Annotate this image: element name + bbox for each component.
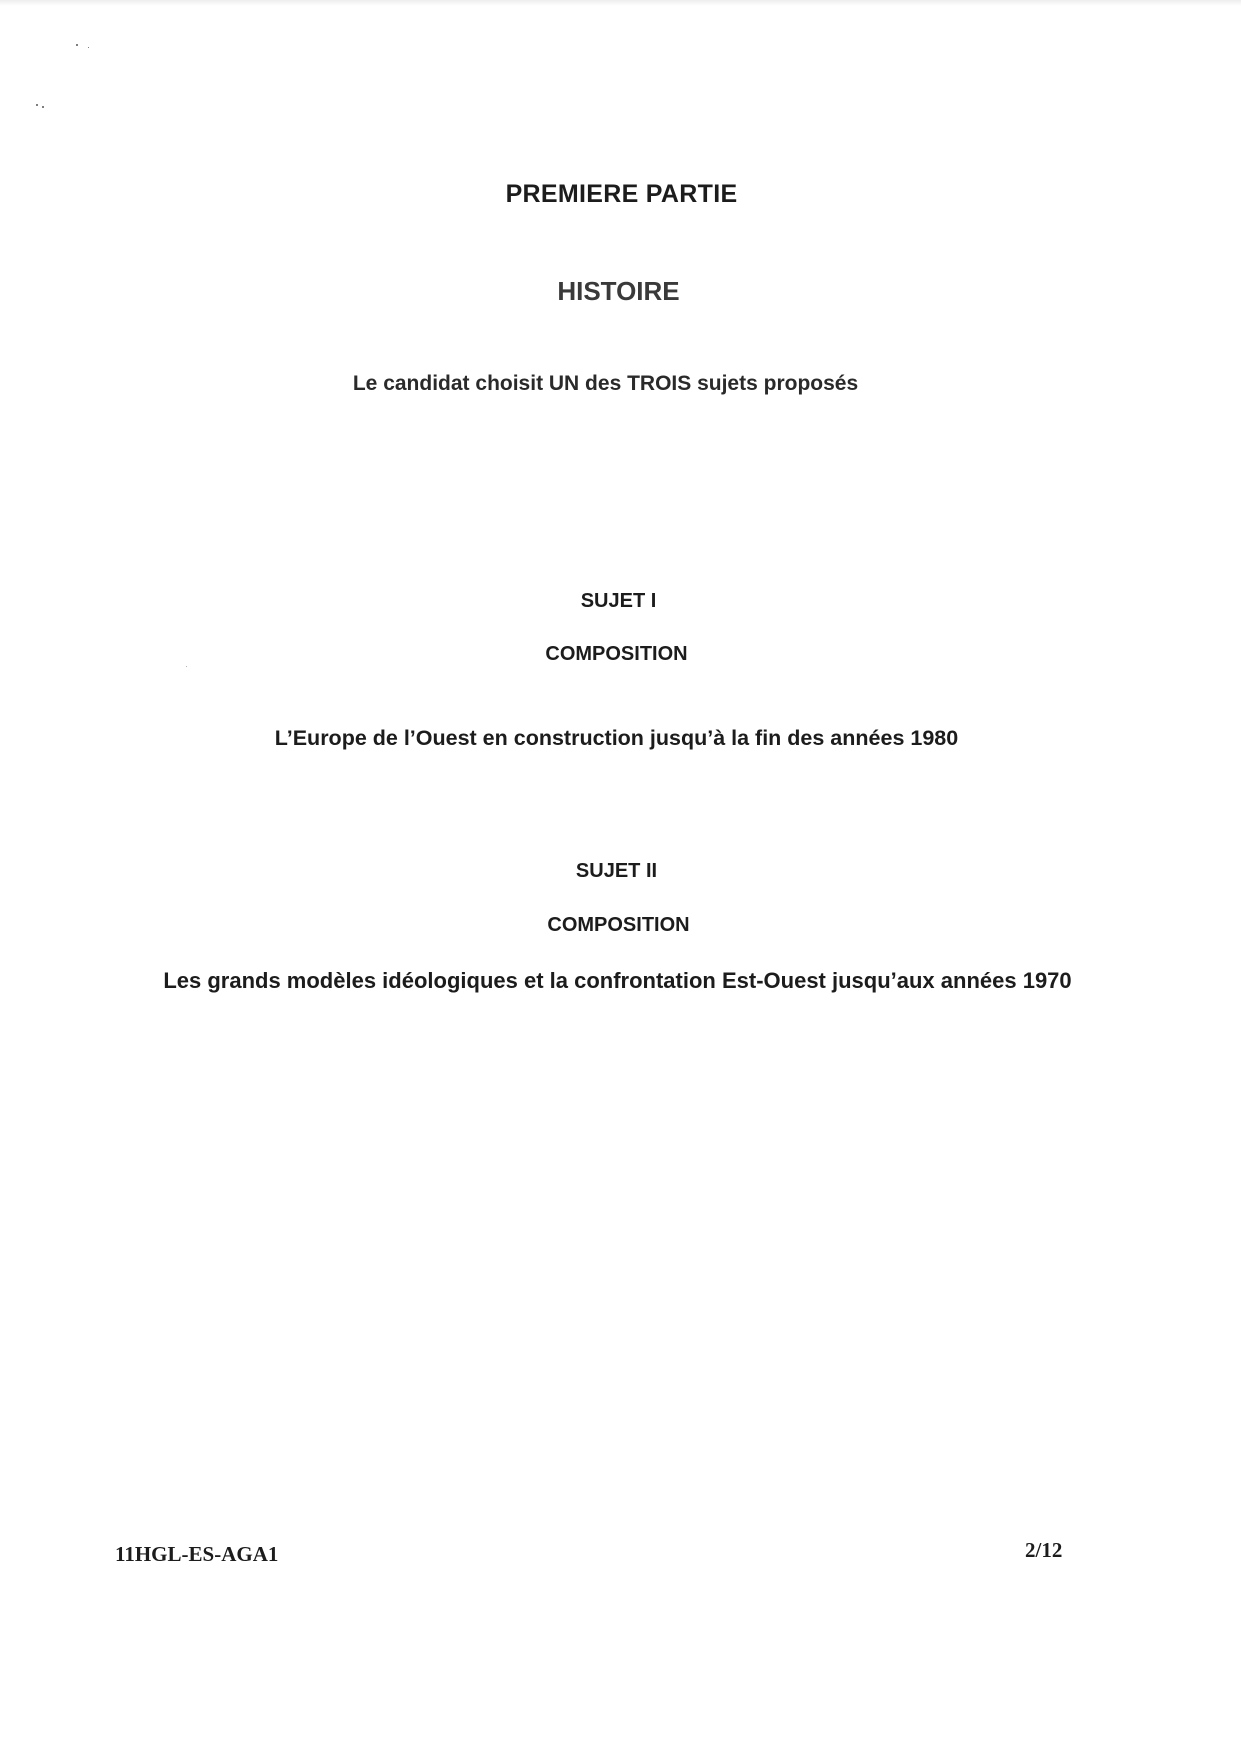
subject-2-type: COMPOSITION bbox=[547, 914, 690, 936]
scan-speck bbox=[42, 106, 44, 108]
part-heading: PREMIERE PARTIE bbox=[505, 180, 738, 208]
subject-heading: HISTOIRE bbox=[557, 276, 680, 306]
scan-speck bbox=[36, 104, 38, 106]
subject-2-title: Les grands modèles idéologiques et la confrontation Est-Ouest jusqu’aux années 1970 bbox=[163, 968, 1072, 993]
instruction-text: Le candidat choisit UN des TROIS sujets proposés bbox=[352, 372, 859, 395]
page-number: 2/12 bbox=[1025, 1538, 1063, 1562]
subject-1-title: L’Europe de l’Ouest en construction jusqu’à la fin des années 1980 bbox=[274, 726, 959, 750]
scan-speck bbox=[76, 44, 78, 46]
exam-code: 11HGL-ES-AGA1 bbox=[115, 1542, 279, 1566]
subject-1-label: SUJET I bbox=[580, 590, 657, 612]
scan-edge-shadow bbox=[0, 0, 1241, 6]
subject-2-label: SUJET II bbox=[575, 860, 658, 882]
subject-1-type: COMPOSITION bbox=[545, 643, 688, 665]
scan-speck bbox=[186, 666, 187, 667]
scan-speck bbox=[88, 47, 89, 48]
